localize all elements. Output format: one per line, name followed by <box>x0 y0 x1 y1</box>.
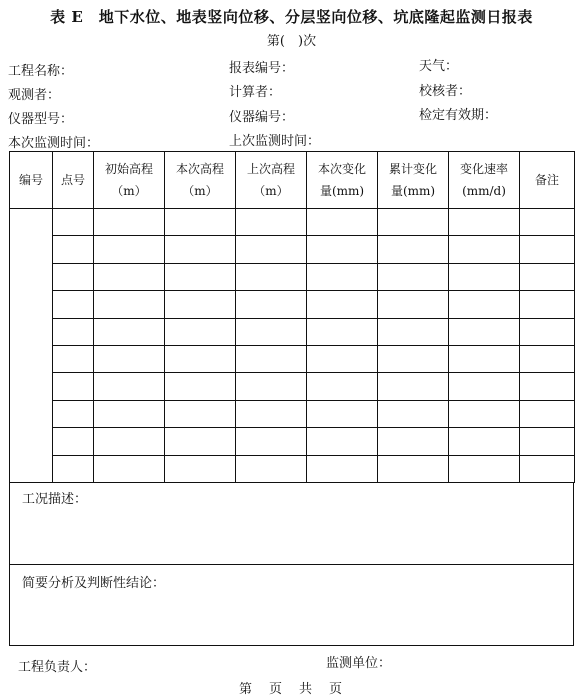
observer-label: 观测者： <box>8 88 61 103</box>
table-row <box>10 318 575 345</box>
table-cell[interactable] <box>449 209 520 236</box>
table-cell[interactable] <box>378 400 449 427</box>
table-cell[interactable] <box>94 373 165 400</box>
table-row <box>10 428 575 455</box>
table-cell[interactable] <box>236 263 307 290</box>
column-header <box>520 152 575 209</box>
report-title: 表 E 地下水位、地表竖向位移、分层竖向位移、坑底隆起监测日报表 <box>50 8 533 26</box>
table-cell[interactable] <box>53 318 94 345</box>
table-cell[interactable] <box>94 291 165 318</box>
column-header <box>307 152 378 209</box>
column-header <box>236 152 307 209</box>
table-cell[interactable] <box>94 263 165 290</box>
column-header <box>378 152 449 209</box>
table-cell[interactable] <box>378 209 449 236</box>
checker-label: 校核者： <box>419 84 472 99</box>
column-header-line2: 量(mm) <box>390 184 436 198</box>
analysis-section <box>9 565 574 646</box>
weather-label: 天气： <box>419 59 459 74</box>
table-cell[interactable] <box>236 373 307 400</box>
table-row <box>10 263 575 290</box>
calibration-validity-label: 检定有效期： <box>419 108 498 123</box>
table-cell[interactable] <box>449 291 520 318</box>
column-header-line1: 点号 <box>60 173 85 187</box>
table-cell[interactable] <box>307 400 378 427</box>
table-cell[interactable] <box>94 400 165 427</box>
table-cell[interactable] <box>236 291 307 318</box>
table-cell[interactable] <box>307 345 378 372</box>
table-cell[interactable] <box>94 209 165 236</box>
analysis-label: 简要分析及判断性结论： <box>22 576 166 591</box>
column-header-line1: 初始高程 <box>104 162 153 176</box>
table-cell[interactable] <box>165 428 236 455</box>
table-cell[interactable] <box>53 373 94 400</box>
table-cell[interactable] <box>236 400 307 427</box>
table-cell[interactable] <box>53 455 94 482</box>
column-header-line1: 编号 <box>18 173 43 187</box>
table-cell[interactable] <box>165 373 236 400</box>
column-header-line1: 本次变化 <box>317 162 366 176</box>
table-row <box>10 236 575 263</box>
table-cell[interactable] <box>520 345 575 372</box>
table-cell[interactable] <box>520 455 575 482</box>
table-cell[interactable] <box>520 428 575 455</box>
table-cell[interactable] <box>165 345 236 372</box>
table-cell[interactable] <box>53 236 94 263</box>
table-cell[interactable] <box>53 428 94 455</box>
table-cell[interactable] <box>307 209 378 236</box>
table-cell[interactable] <box>449 428 520 455</box>
table-cell[interactable] <box>307 373 378 400</box>
table-cell[interactable] <box>449 263 520 290</box>
table-cell[interactable] <box>165 236 236 263</box>
table-cell[interactable] <box>94 455 165 482</box>
column-header <box>449 152 520 209</box>
table-cell[interactable] <box>165 400 236 427</box>
table-cell[interactable] <box>520 318 575 345</box>
table-cell[interactable] <box>307 263 378 290</box>
column-header-line1: 累计变化 <box>388 162 437 176</box>
column-header-line2: （m） <box>111 184 147 198</box>
table-cell[interactable] <box>520 400 575 427</box>
table-cell[interactable] <box>307 318 378 345</box>
monitoring-unit-label: 监测单位： <box>326 656 392 671</box>
page-number: 第 页 共 页 <box>238 682 344 697</box>
table-cell[interactable] <box>236 236 307 263</box>
table-row <box>10 291 575 318</box>
column-header-line2: (mm/d) <box>462 184 506 198</box>
column-header-line1: 上次高程 <box>246 162 295 176</box>
table-cell[interactable] <box>53 291 94 318</box>
table-cell[interactable] <box>307 291 378 318</box>
table-cell[interactable] <box>165 455 236 482</box>
table-cell[interactable] <box>94 345 165 372</box>
project-name-label: 工程名称： <box>8 64 74 79</box>
column-header-line2: （m） <box>182 184 218 198</box>
table-cell[interactable] <box>378 291 449 318</box>
table-cell[interactable] <box>449 373 520 400</box>
table-cell[interactable] <box>378 318 449 345</box>
table-cell[interactable] <box>520 373 575 400</box>
table-cell[interactable] <box>520 236 575 263</box>
table-cell[interactable] <box>165 318 236 345</box>
table-cell[interactable] <box>378 236 449 263</box>
work-condition-section <box>9 482 574 565</box>
table-row <box>10 345 575 372</box>
column-header <box>94 152 165 209</box>
table-cell[interactable] <box>94 236 165 263</box>
table-cell[interactable] <box>307 428 378 455</box>
table-header-row <box>10 152 575 209</box>
table-cell[interactable] <box>53 209 94 236</box>
instrument-no-label: 仪器编号： <box>229 110 295 125</box>
table-cell[interactable] <box>165 263 236 290</box>
table-cell[interactable] <box>520 291 575 318</box>
current-monitor-time-label: 本次监测时间： <box>8 136 100 151</box>
column-header-line1: 本次高程 <box>175 162 224 176</box>
table-cell[interactable] <box>449 236 520 263</box>
table-row <box>10 209 575 236</box>
table-cell[interactable] <box>378 345 449 372</box>
column-header <box>10 152 53 209</box>
table-cell[interactable] <box>378 263 449 290</box>
table-cell[interactable] <box>236 455 307 482</box>
column-header-line2: 量(mm) <box>319 184 365 198</box>
table-row <box>10 400 575 427</box>
table-cell[interactable] <box>94 318 165 345</box>
table-cell[interactable] <box>236 318 307 345</box>
column-header-line2: （m） <box>253 184 289 198</box>
table-cell[interactable] <box>53 345 94 372</box>
table-cell[interactable] <box>449 455 520 482</box>
table-cell[interactable] <box>94 428 165 455</box>
table-cell[interactable] <box>236 428 307 455</box>
table-cell[interactable] <box>165 209 236 236</box>
calculator-label: 计算者： <box>229 85 282 100</box>
table-cell[interactable] <box>449 400 520 427</box>
column-header <box>53 152 94 209</box>
table-cell[interactable] <box>307 236 378 263</box>
table-cell[interactable] <box>449 318 520 345</box>
table-cell[interactable] <box>307 455 378 482</box>
table-row <box>10 455 575 482</box>
table-cell[interactable] <box>165 291 236 318</box>
monitoring-data-table <box>9 151 575 483</box>
table-cell[interactable] <box>236 345 307 372</box>
table-cell[interactable] <box>53 263 94 290</box>
project-leader-label: 工程负责人： <box>18 660 97 675</box>
table-cell[interactable] <box>520 209 575 236</box>
table-cell[interactable] <box>520 263 575 290</box>
table-cell[interactable] <box>378 428 449 455</box>
column-header <box>165 152 236 209</box>
column-header-line1: 备注 <box>534 173 559 187</box>
table-cell[interactable] <box>53 400 94 427</box>
report-sequence: 第( )次 <box>266 34 317 49</box>
table-cell[interactable] <box>378 373 449 400</box>
report-no-label: 报表编号： <box>229 61 295 76</box>
table-row <box>10 373 575 400</box>
table-cell[interactable] <box>378 455 449 482</box>
previous-monitor-time-label: 上次监测时间： <box>229 134 321 149</box>
work-condition-label: 工况描述： <box>22 492 88 507</box>
table-cell[interactable] <box>449 345 520 372</box>
instrument-model-label: 仪器型号： <box>8 112 74 127</box>
table-cell[interactable] <box>10 209 53 483</box>
table-cell[interactable] <box>236 209 307 236</box>
column-header-line1: 变化速率 <box>459 162 508 176</box>
